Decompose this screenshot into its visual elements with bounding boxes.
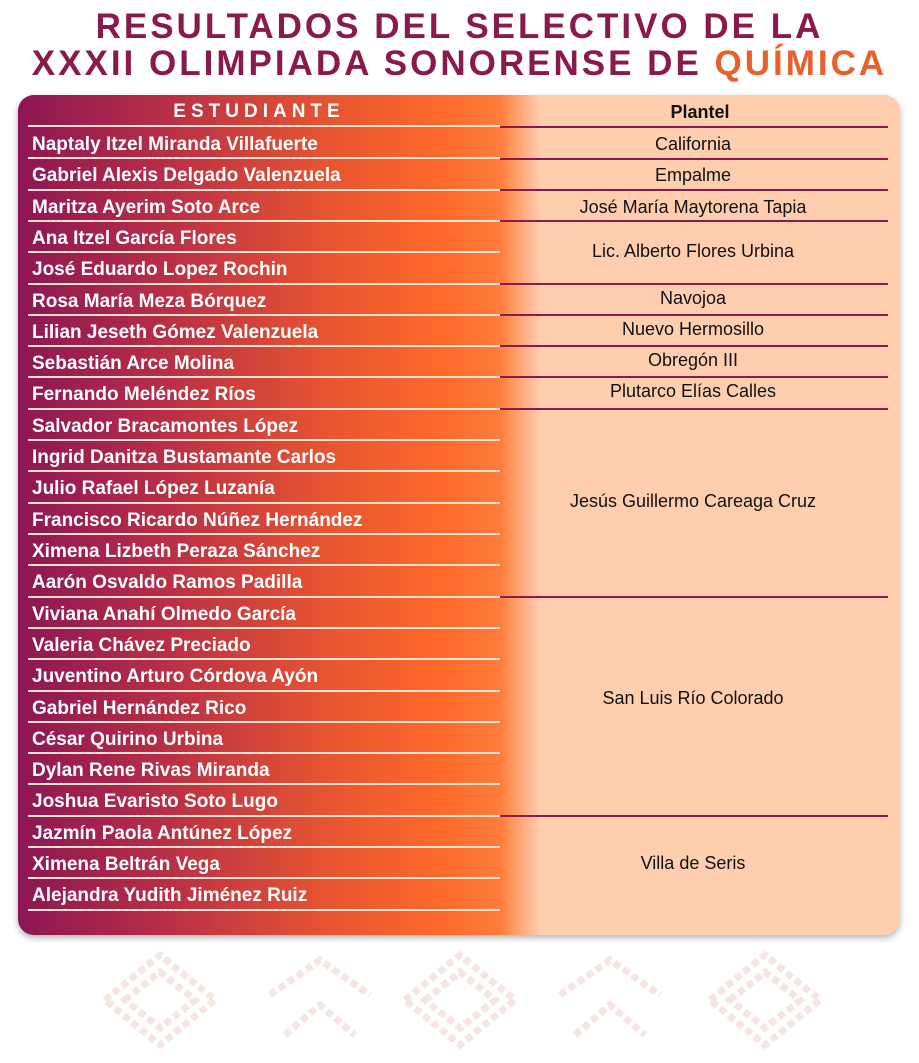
student-name: Francisco Ricardo Núñez Hernández — [32, 510, 363, 531]
title-line-2 — [0, 45, 919, 82]
plantel-name: California — [654, 134, 732, 154]
group-divider — [500, 408, 888, 410]
page-title — [0, 8, 919, 82]
row-divider — [28, 658, 500, 660]
student-name: Viviana Anahí Olmedo García — [32, 604, 296, 625]
row-divider — [28, 251, 500, 253]
row-divider — [28, 909, 500, 911]
student-name: Dylan Rene Rivas Miranda — [32, 760, 270, 781]
results-table — [18, 95, 900, 935]
student-name: Ingrid Danitza Bustamante Carlos — [32, 447, 337, 468]
row-divider — [28, 345, 500, 347]
row-divider — [28, 376, 500, 378]
student-name: José Eduardo Lopez Rochin — [32, 259, 288, 280]
row-divider — [28, 752, 500, 754]
plantel-name: Jesús Guillermo Careaga Cruz — [569, 491, 817, 511]
row-divider — [28, 439, 500, 441]
student-name: César Quirino Urbina — [32, 729, 224, 750]
row-divider — [28, 502, 500, 504]
student-name: Joshua Evaristo Soto Lugo — [32, 791, 278, 812]
row-divider — [28, 283, 500, 285]
row-divider — [28, 125, 500, 127]
title-line-1: RESULTADOS DEL SELECTIVO DE LA — [95, 7, 824, 46]
group-divider — [500, 283, 888, 285]
plantel-name: Obregón III — [647, 350, 739, 370]
plantel-name: Villa de Seris — [640, 853, 746, 873]
row-divider — [28, 721, 500, 723]
group-divider — [500, 314, 888, 316]
row-divider — [28, 846, 500, 848]
row-divider — [28, 314, 500, 316]
student-name: Juventino Arturo Córdova Ayón — [32, 666, 319, 687]
title-line-2-main: XXXII OLIMPIADA SONORENSE DE — [31, 44, 715, 83]
row-divider — [28, 783, 500, 785]
row-divider — [28, 690, 500, 692]
plantel-name: Lic. Alberto Flores Urbina — [591, 241, 795, 261]
student-name: Valeria Chávez Preciado — [32, 635, 251, 656]
plantel-name: Plutarco Elías Calles — [609, 381, 777, 401]
title-line-2-accent: QUÍMICA — [714, 44, 888, 83]
row-divider — [28, 877, 500, 879]
group-divider — [500, 815, 888, 817]
group-divider — [500, 126, 888, 128]
student-name: Jazmín Paola Antúnez López — [32, 823, 293, 844]
group-divider — [500, 158, 888, 160]
row-divider — [28, 627, 500, 629]
header-student: ESTUDIANTE — [173, 101, 345, 122]
group-divider — [500, 345, 888, 347]
plantel-name: Navojoa — [659, 288, 727, 308]
group-divider — [500, 220, 888, 222]
row-divider — [28, 408, 500, 410]
row-divider — [28, 815, 500, 817]
group-divider — [500, 189, 888, 191]
student-name: Ximena Beltrán Vega — [32, 854, 220, 875]
student-name: Fernando Meléndez Ríos — [32, 384, 256, 405]
student-name: Aarón Osvaldo Ramos Padilla — [32, 572, 303, 593]
plantel-name: San Luis Río Colorado — [602, 688, 784, 708]
group-divider — [500, 596, 888, 598]
student-name: Lilian Jeseth Gómez Valenzuela — [32, 322, 319, 343]
student-name: Gabriel Alexis Delgado Valenzuela — [32, 165, 341, 186]
decorative-pattern — [0, 940, 919, 1063]
row-divider — [28, 220, 500, 222]
plantel-name: Nuevo Hermosillo — [621, 319, 765, 339]
row-divider — [28, 564, 500, 566]
row-divider — [28, 533, 500, 535]
plantel-name: Empalme — [654, 165, 732, 185]
student-name: Gabriel Hernández Rico — [32, 698, 247, 719]
student-name: Sebastián Arce Molina — [32, 353, 235, 374]
student-name: Julio Rafael López Luzanía — [32, 478, 275, 499]
header-plantel: Plantel — [670, 102, 730, 122]
student-name: Maritza Ayerim Soto Arce — [32, 197, 261, 218]
student-name: Ximena Lizbeth Peraza Sánchez — [32, 541, 321, 562]
group-divider — [500, 376, 888, 378]
student-name: Alejandra Yudith Jiménez Ruiz — [32, 885, 308, 906]
plantel-name: José María Maytorena Tapia — [579, 197, 807, 217]
row-divider — [28, 470, 500, 472]
student-name: Ana Itzel García Flores — [32, 228, 237, 249]
student-name: Rosa María Meza Bórquez — [32, 291, 267, 312]
row-divider — [28, 157, 500, 159]
student-name: Salvador Bracamontes López — [32, 416, 299, 437]
row-divider — [28, 596, 500, 598]
row-divider — [28, 189, 500, 191]
student-name: Naptaly Itzel Miranda Villafuerte — [32, 134, 318, 155]
